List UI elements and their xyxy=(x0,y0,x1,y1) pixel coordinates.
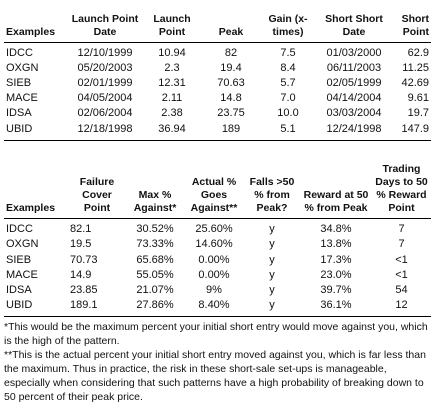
cell-launch-point: 2.11 xyxy=(161,92,183,105)
table-row xyxy=(4,219,431,238)
cell-reward-50: 36.1% xyxy=(300,298,372,317)
footnote-max-against: *This would be the maximum percent your initial short entry would move against you, which is the high of the pattern. xyxy=(4,321,428,348)
cell-trading-days: <1 xyxy=(395,268,408,281)
cell-ticker: UBID xyxy=(4,298,68,317)
table-row xyxy=(4,122,431,141)
cell-falls-50: y xyxy=(269,238,275,251)
cell-short-date: 01/03/2000 xyxy=(326,46,382,59)
cell-trading-days: 54 xyxy=(395,284,408,297)
cell-ticker: MACE xyxy=(6,268,38,281)
cell-trading-days: 7 xyxy=(398,223,405,236)
cell-failure-cover: 189.1 xyxy=(68,298,126,317)
cell-gain: 10.0 xyxy=(277,107,299,120)
cell-falls-50: y xyxy=(269,253,275,266)
cell-short-date: 04/14/2004 xyxy=(326,92,382,105)
cell-actual-against: 9% xyxy=(206,284,222,297)
launch-short-table xyxy=(4,0,431,141)
col-header-actual-against: Actual % Goes Against** xyxy=(184,151,244,219)
cell-ticker: UBID xyxy=(4,122,68,141)
cell-reward-50: 39.7% xyxy=(320,284,352,297)
cell-peak: 19.4 xyxy=(220,61,242,74)
table-header-row xyxy=(4,151,431,219)
table-row xyxy=(4,106,431,121)
cell-trading-days: 7 xyxy=(398,238,405,251)
cell-launch-point: 36.94 xyxy=(142,122,202,141)
cell-gain: 8.4 xyxy=(280,61,296,74)
col-header-peak: Peak xyxy=(202,0,260,42)
table-row xyxy=(4,76,431,91)
risk-reward-table xyxy=(4,151,431,318)
table-row xyxy=(4,283,431,298)
table-row xyxy=(4,298,431,317)
cell-max-against: 30.52% xyxy=(136,223,174,236)
cell-short-point: 42.69 xyxy=(401,76,429,89)
cell-failure-cover: 23.85 xyxy=(70,284,98,297)
col-header-max-against: Max % Against* xyxy=(126,151,184,219)
col-header-failure-cover: Failure Cover Point xyxy=(68,151,126,219)
cell-ticker: MACE xyxy=(6,92,38,105)
cell-trading-days: 12 xyxy=(372,298,431,317)
cell-failure-cover: 82.1 xyxy=(70,223,92,236)
col-header-reward-50: Reward at 50 % from Peak xyxy=(300,151,372,219)
cell-max-against: 65.68% xyxy=(136,253,174,266)
col-header-short-date: Short Short Date xyxy=(316,0,392,42)
cell-falls-50: y xyxy=(269,268,275,281)
table-row xyxy=(4,268,431,283)
cell-launch-point: 2.3 xyxy=(164,61,180,74)
document xyxy=(4,0,431,404)
cell-ticker: OXGN xyxy=(6,238,39,251)
cell-ticker: OXGN xyxy=(6,61,39,74)
cell-falls-50: y xyxy=(244,298,300,317)
cell-reward-50: 34.8% xyxy=(320,223,352,236)
table-row xyxy=(4,42,431,61)
cell-short-date: 12/24/1998 xyxy=(316,122,392,141)
cell-failure-cover: 70.73 xyxy=(70,253,98,266)
cell-launch-date: 02/06/2004 xyxy=(77,107,133,120)
cell-gain: 7.5 xyxy=(280,46,296,59)
cell-reward-50: 17.3% xyxy=(320,253,352,266)
cell-max-against: 21.07% xyxy=(136,284,174,297)
cell-peak: 70.63 xyxy=(217,76,245,89)
table-row xyxy=(4,61,431,76)
table-row xyxy=(4,237,431,252)
cell-short-point: 9.61 xyxy=(407,92,429,105)
cell-actual-against: 14.60% xyxy=(195,238,233,251)
cell-launch-date: 12/18/1998 xyxy=(68,122,142,141)
cell-short-date: 03/03/2004 xyxy=(326,107,382,120)
cell-short-date: 02/05/1999 xyxy=(326,76,382,89)
cell-falls-50: y xyxy=(269,223,275,236)
col-header-launch-point: Launch Point xyxy=(142,0,202,42)
col-header-launch-date: Launch Point Date xyxy=(68,0,142,42)
cell-short-point: 147.9 xyxy=(392,122,431,141)
cell-launch-date: 05/20/2003 xyxy=(77,61,133,74)
table-header-row xyxy=(4,0,431,42)
cell-failure-cover: 19.5 xyxy=(70,238,92,251)
cell-launch-point: 2.38 xyxy=(161,107,183,120)
col-header-short-point: Short Point xyxy=(392,0,431,42)
cell-actual-against: 0.00% xyxy=(198,253,230,266)
footnotes xyxy=(4,320,431,404)
cell-ticker: SIEB xyxy=(6,76,32,89)
col-header-gain: Gain (x-times) xyxy=(260,0,316,42)
cell-peak: 14.8 xyxy=(220,92,242,105)
cell-ticker: IDCC xyxy=(6,46,33,59)
cell-gain: 5.1 xyxy=(260,122,316,141)
cell-gain: 5.7 xyxy=(280,76,296,89)
col-header-examples: Examples xyxy=(4,0,68,42)
cell-ticker: IDSA xyxy=(6,107,32,120)
cell-launch-point: 10.94 xyxy=(158,46,186,59)
cell-max-against: 73.33% xyxy=(136,238,174,251)
cell-trading-days: <1 xyxy=(395,253,408,266)
cell-reward-50: 23.0% xyxy=(320,268,352,281)
cell-launch-date: 04/05/2004 xyxy=(77,92,133,105)
cell-launch-date: 12/10/1999 xyxy=(77,46,133,59)
cell-max-against: 27.86% xyxy=(126,298,184,317)
cell-launch-point: 12.31 xyxy=(158,76,186,89)
cell-peak: 189 xyxy=(202,122,260,141)
cell-max-against: 55.05% xyxy=(136,268,174,281)
cell-failure-cover: 14.9 xyxy=(70,268,92,281)
cell-ticker: IDSA xyxy=(6,284,32,297)
col-header-trading-days: Trading Days to 50 % Reward Point xyxy=(372,151,431,219)
cell-short-point: 19.7 xyxy=(407,107,429,120)
cell-falls-50: y xyxy=(269,284,275,297)
table-row xyxy=(4,91,431,106)
table-row xyxy=(4,253,431,268)
col-header-examples: Examples xyxy=(4,151,68,219)
cell-launch-date: 02/01/1999 xyxy=(77,76,133,89)
cell-actual-against: 8.40% xyxy=(184,298,244,317)
cell-peak: 23.75 xyxy=(217,107,245,120)
cell-ticker: IDCC xyxy=(6,223,33,236)
cell-actual-against: 0.00% xyxy=(198,268,230,281)
cell-ticker: SIEB xyxy=(6,253,32,266)
cell-short-point: 62.9 xyxy=(407,46,429,59)
cell-peak: 82 xyxy=(224,46,238,59)
cell-reward-50: 13.8% xyxy=(320,238,352,251)
cell-actual-against: 25.60% xyxy=(195,223,233,236)
cell-gain: 7.0 xyxy=(280,92,296,105)
col-header-falls-50: Falls >50 % from Peak? xyxy=(244,151,300,219)
footnote-actual-against: **This is the actual percent your initial short entry moved against you, which is far less than the maximum. Thus in practice, the risk in these short-sale set-ups is manageable, especially when considering that such patterns have a high probability of breaking down to 50 percent of their peak price. xyxy=(4,349,426,404)
cell-short-date: 06/11/2003 xyxy=(326,61,382,74)
cell-short-point: 11.25 xyxy=(402,61,429,74)
